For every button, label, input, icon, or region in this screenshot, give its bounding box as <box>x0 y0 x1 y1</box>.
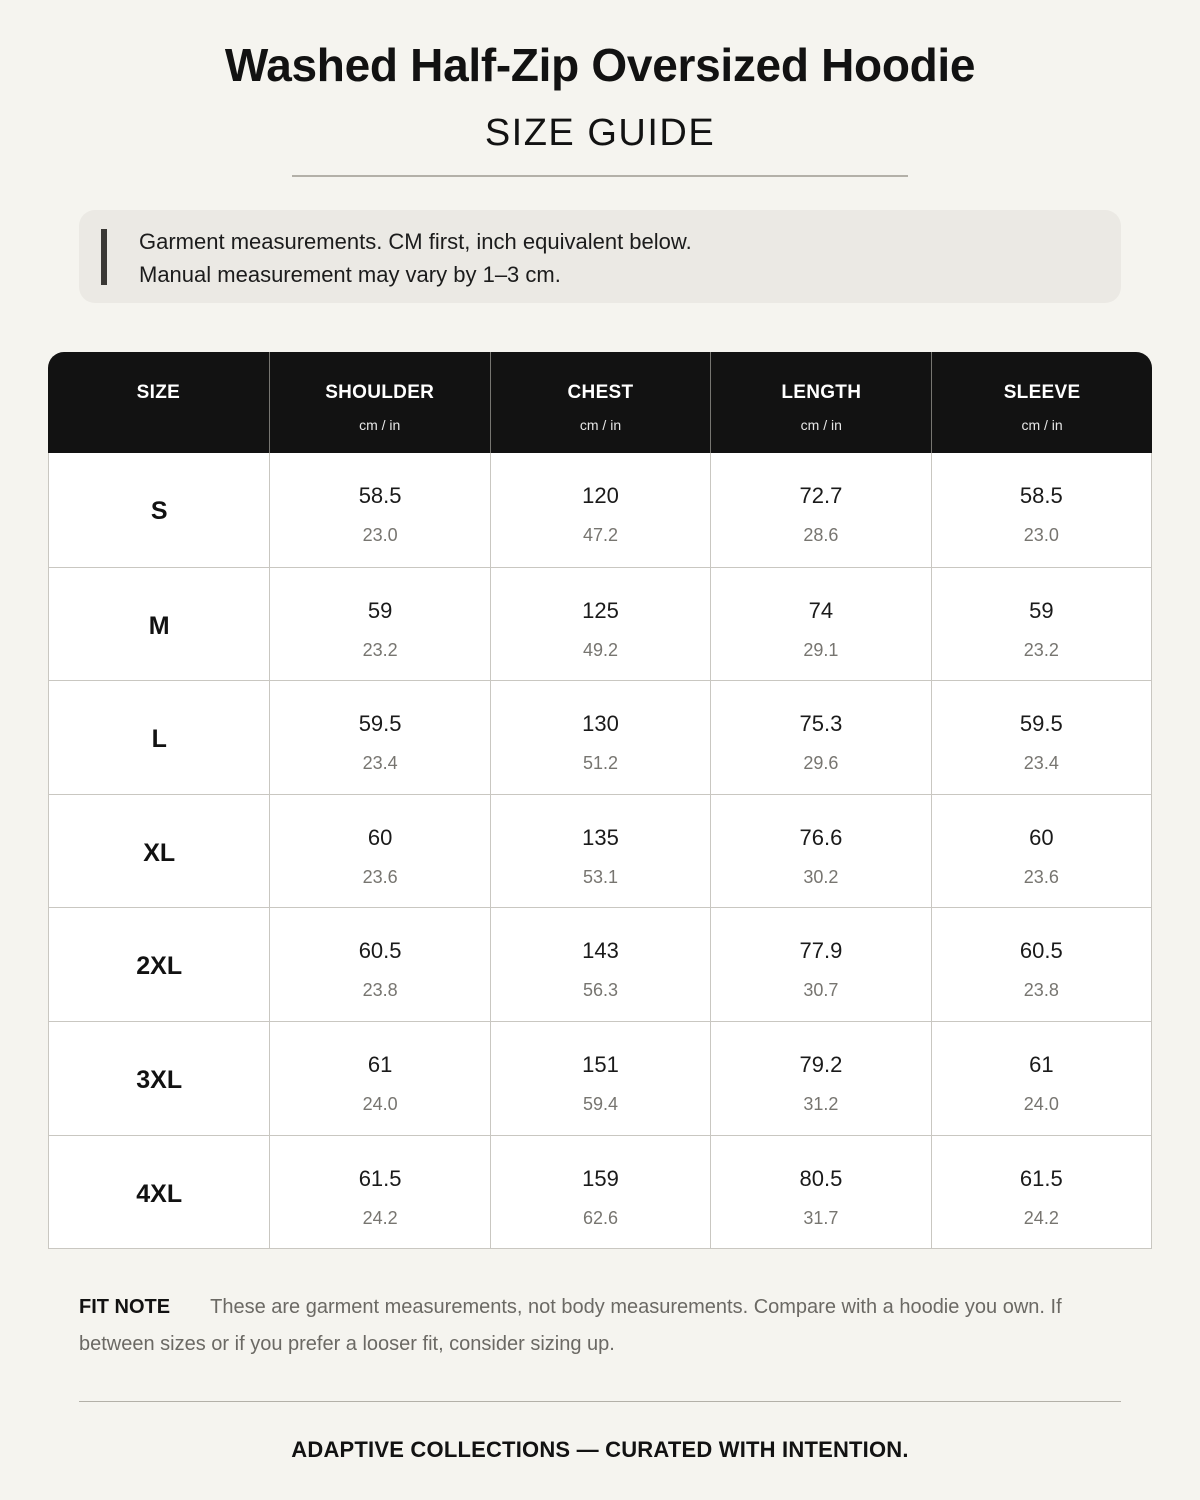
fit-note <box>79 1289 1139 1363</box>
inch-value: 24.2 <box>362 1207 398 1228</box>
length-cell <box>710 1022 930 1135</box>
cm-value: 130 <box>582 711 619 737</box>
inch-value: 31.7 <box>803 1207 839 1228</box>
size-label: S <box>150 497 168 525</box>
chest-cell <box>490 795 710 908</box>
inch-value: 23.8 <box>1023 980 1059 1001</box>
shoulder-cell <box>269 908 489 1021</box>
size-label: 4XL <box>136 1179 183 1208</box>
length-cell <box>710 453 930 567</box>
cm-value: 60 <box>367 824 393 850</box>
size-label: 3XL <box>136 1065 183 1094</box>
inch-value: 23.2 <box>362 639 398 660</box>
fit-note-text: These are garment measurements, not body measurements. Compare with a hoodie you own. If between sizes or if you prefer a looser fit, consider sizing up. <box>79 1296 1062 1355</box>
size-label: XL <box>143 838 176 867</box>
notice-line-1: Garment measurements. CM first, inch equivalent below. <box>139 229 692 254</box>
cm-value: 59 <box>1029 597 1054 623</box>
chest-cell <box>490 453 710 567</box>
cm-value: 60.5 <box>358 938 402 964</box>
cm-value: 76.6 <box>799 824 843 850</box>
sleeve-cell <box>931 453 1151 567</box>
column-unit: cm / in <box>579 417 622 433</box>
cm-value: 159 <box>582 1165 619 1191</box>
size-table <box>48 352 1152 1249</box>
column-label: LENGTH <box>781 382 862 403</box>
cm-value: 151 <box>582 1051 619 1077</box>
notice-accent-bar <box>101 229 107 285</box>
sleeve-cell <box>931 795 1151 908</box>
table-row <box>49 794 1151 908</box>
cm-value: 59 <box>367 597 393 623</box>
column-label: SLEEVE <box>1003 382 1081 403</box>
sleeve-cell <box>931 1136 1151 1249</box>
cm-value: 120 <box>582 483 619 508</box>
inch-value: 28.6 <box>803 525 839 545</box>
column-label: SHOULDER <box>325 382 435 403</box>
table-row <box>49 680 1151 794</box>
inch-value: 47.2 <box>582 525 619 545</box>
sleeve-cell <box>931 1022 1151 1135</box>
inch-value: 23.6 <box>1023 866 1059 887</box>
cm-value: 61 <box>367 1051 393 1077</box>
inch-value: 51.2 <box>582 753 619 774</box>
inch-value: 23.4 <box>362 753 398 774</box>
notice-line-2: Manual measurement may vary by 1–3 cm. <box>139 262 561 287</box>
column-header-sleeve <box>931 352 1152 453</box>
cm-value: 74 <box>808 597 834 623</box>
cm-value: 59.5 <box>1019 711 1063 737</box>
chest-cell <box>490 1136 710 1249</box>
title-divider <box>292 175 908 177</box>
table-row <box>49 907 1151 1021</box>
shoulder-cell <box>269 568 489 681</box>
chest-cell <box>490 681 710 794</box>
inch-value: 23.2 <box>1023 639 1059 660</box>
page-subtitle: SIZE GUIDE <box>484 112 716 154</box>
table-row <box>49 567 1151 681</box>
size-cell <box>49 1022 269 1135</box>
inch-value: 56.3 <box>582 980 619 1001</box>
inch-value: 59.4 <box>582 1093 619 1114</box>
column-label: SIZE <box>136 382 181 403</box>
size-label: M <box>148 611 170 640</box>
footer-divider <box>79 1401 1121 1402</box>
shoulder-cell <box>269 681 489 794</box>
length-cell <box>710 908 930 1021</box>
cm-value: 58.5 <box>358 483 402 508</box>
table-row <box>49 1135 1151 1249</box>
footer-tagline: ADAPTIVE COLLECTIONS — CURATED WITH INTENTION. <box>291 1437 909 1462</box>
shoulder-cell <box>269 1022 489 1135</box>
table-row <box>49 1021 1151 1135</box>
inch-value: 29.1 <box>803 639 839 660</box>
table-body <box>48 453 1152 1249</box>
size-cell <box>49 908 269 1021</box>
column-header-shoulder <box>269 352 490 453</box>
inch-value: 23.8 <box>362 980 398 1001</box>
table-header <box>48 352 1152 453</box>
inch-value: 53.1 <box>582 866 619 887</box>
chest-cell <box>490 908 710 1021</box>
column-unit: cm / in <box>1021 417 1063 433</box>
cm-value: 60 <box>1029 824 1054 850</box>
cm-value: 135 <box>582 824 619 850</box>
length-cell <box>710 681 930 794</box>
product-title: Washed Half-Zip Oversized Hoodie <box>224 39 976 91</box>
sleeve-cell <box>931 568 1151 681</box>
cm-value: 125 <box>582 597 619 623</box>
size-label: L <box>151 725 167 754</box>
inch-value: 29.6 <box>803 753 839 774</box>
sleeve-cell <box>931 908 1151 1021</box>
shoulder-cell <box>269 1136 489 1249</box>
cm-value: 61 <box>1029 1051 1054 1077</box>
inch-value: 30.7 <box>803 980 839 1001</box>
length-cell <box>710 1136 930 1249</box>
length-cell <box>710 568 930 681</box>
inch-value: 24.0 <box>1023 1093 1059 1114</box>
cm-value: 61.5 <box>358 1165 402 1191</box>
length-cell <box>710 795 930 908</box>
inch-value: 24.2 <box>1023 1207 1059 1228</box>
cm-value: 75.3 <box>799 711 843 737</box>
table-row <box>49 453 1151 567</box>
inch-value: 23.0 <box>1023 525 1059 545</box>
column-header-size <box>48 352 269 453</box>
cm-value: 61.5 <box>1019 1165 1063 1191</box>
column-label: CHEST <box>567 382 634 403</box>
inch-value: 23.4 <box>1023 753 1059 774</box>
size-cell <box>49 795 269 908</box>
column-unit: cm / in <box>800 417 842 433</box>
cm-value: 79.2 <box>799 1051 843 1077</box>
shoulder-cell <box>269 795 489 908</box>
cm-value: 59.5 <box>358 711 402 737</box>
cm-value: 77.9 <box>799 938 843 964</box>
cm-value: 60.5 <box>1019 938 1063 964</box>
inch-value: 23.6 <box>362 866 398 887</box>
size-label: 2XL <box>136 952 183 981</box>
cm-value: 72.7 <box>799 483 843 508</box>
chest-cell <box>490 1022 710 1135</box>
cm-value: 80.5 <box>799 1165 843 1191</box>
inch-value: 62.6 <box>582 1207 619 1228</box>
inch-value: 31.2 <box>803 1093 839 1114</box>
size-cell <box>49 1136 269 1249</box>
inch-value: 23.0 <box>362 525 398 545</box>
column-header-chest <box>490 352 711 453</box>
column-header-length <box>710 352 931 453</box>
inch-value: 24.0 <box>362 1093 398 1114</box>
shoulder-cell <box>269 453 489 567</box>
cm-value: 58.5 <box>1019 483 1063 508</box>
inch-value: 30.2 <box>803 866 839 887</box>
column-unit: cm / in <box>359 417 401 433</box>
inch-value: 49.2 <box>582 639 619 660</box>
chest-cell <box>490 568 710 681</box>
size-cell <box>49 453 269 567</box>
size-cell <box>49 568 269 681</box>
measurement-notice <box>79 210 1121 303</box>
fit-note-label: FIT NOTE <box>79 1296 171 1318</box>
cm-value: 143 <box>582 938 619 964</box>
sleeve-cell <box>931 681 1151 794</box>
size-cell <box>49 681 269 794</box>
